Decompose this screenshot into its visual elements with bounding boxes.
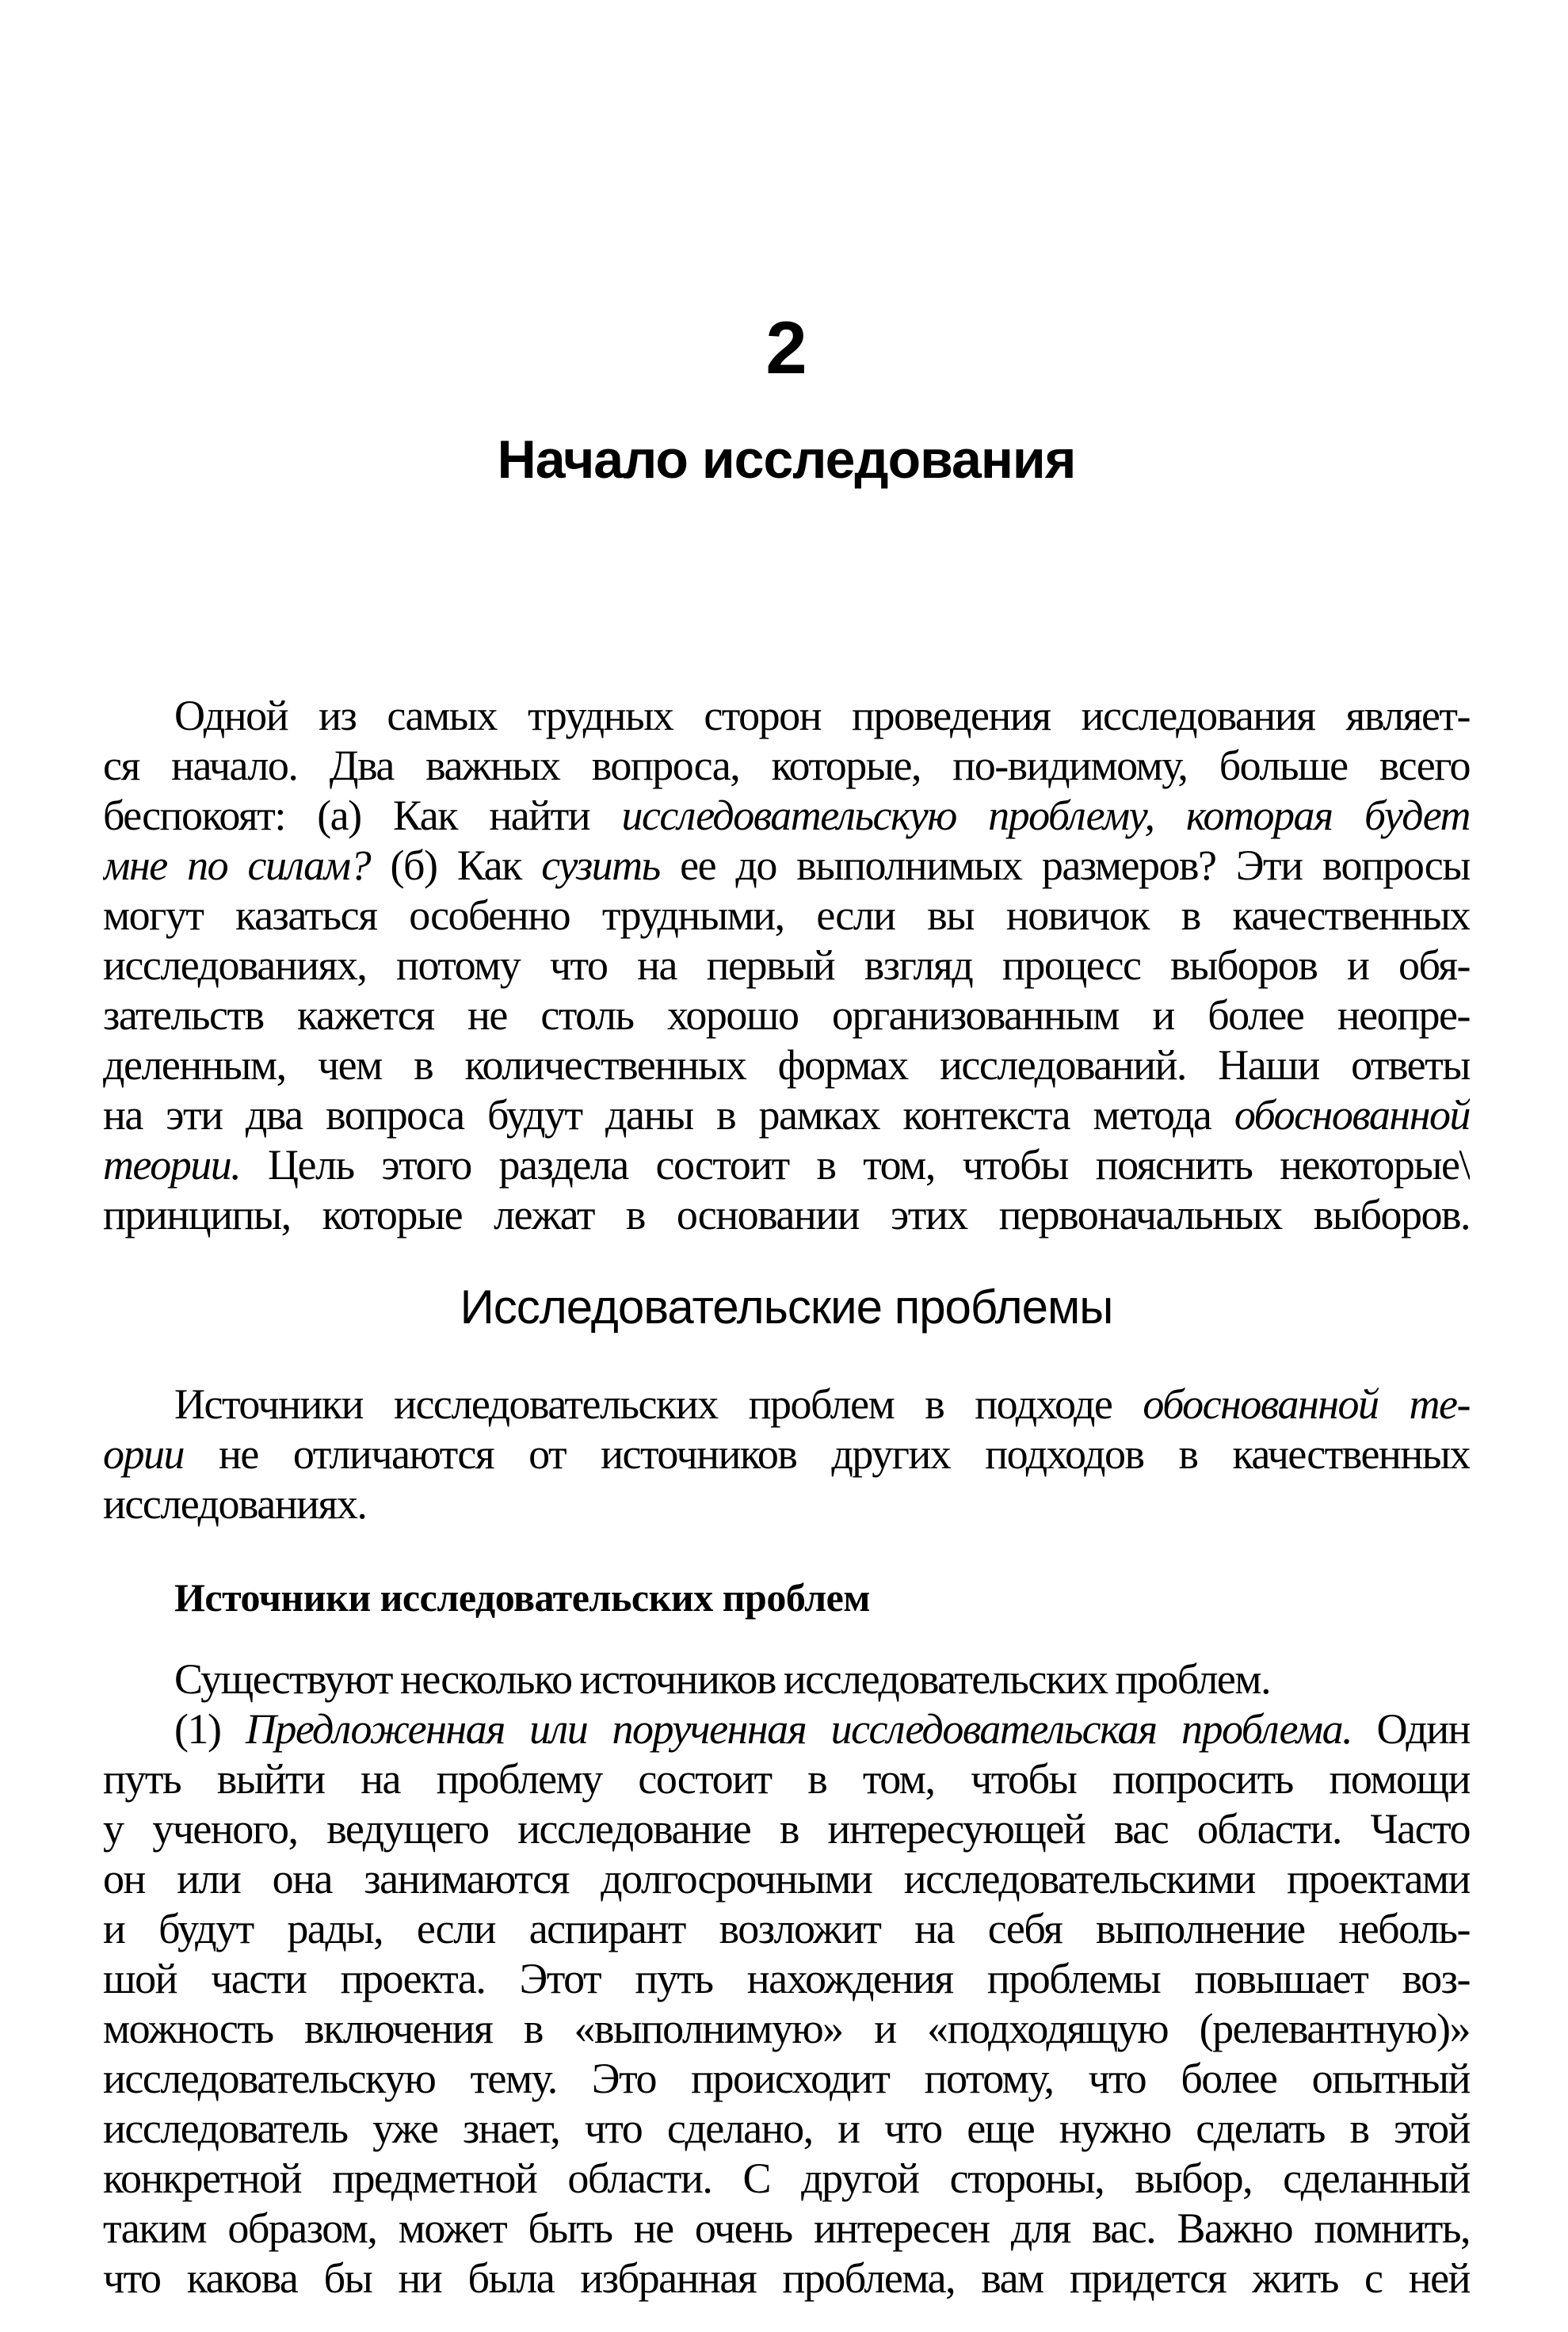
text-line <box>103 2004 1470 2054</box>
text-segment: шой части проекта. Этот путь нахождения проблемы повышает воз- <box>103 1955 1470 2002</box>
text-line <box>103 2204 1470 2254</box>
text-segment: ся начало. Два важных вопроса, которые, по-видимому, больше всего <box>103 742 1470 789</box>
text-segment: и будут рады, если аспирант возложит на себя выполнение неболь- <box>103 1905 1470 1952</box>
text-line <box>103 1040 1470 1090</box>
text-segment: Один <box>1352 1705 1470 1753</box>
text-segment-italic: обоснованной <box>1234 1091 1470 1139</box>
text-segment: (б) Как <box>370 842 542 889</box>
paragraph-sources-intro <box>103 1380 1470 1529</box>
paragraph-sources-list <box>103 1655 1470 2303</box>
text-segment: не отличаются от источников других подходов в качественных <box>184 1430 1470 1478</box>
text-segment: деленным, чем в количественных формах исследований. Наши ответы <box>103 1041 1470 1089</box>
text-segment: Источники исследовательских проблем в подходе <box>174 1380 1143 1428</box>
text-line <box>103 891 1470 941</box>
text-line <box>103 2254 1470 2303</box>
text-segment-italic: обоснованной те- <box>1143 1380 1470 1428</box>
text-line <box>103 990 1470 1040</box>
subsection-heading: Источники исследовательских проблем <box>174 1575 870 1620</box>
text-line <box>103 1429 1470 1479</box>
text-line <box>103 1190 1470 1240</box>
text-segment-italic: мне по силам? <box>103 842 371 889</box>
text-segment: таким образом, может быть не очень интересен для вас. Важно помнить, <box>103 2204 1470 2252</box>
text-segment: исследователь уже знает, что сделано, и что еще нужно сделать в этой <box>103 2105 1470 2152</box>
chapter-number: 2 <box>765 306 807 389</box>
text-segment: исследовательскую тему. Это происходит потому, что более опытный <box>103 2055 1470 2102</box>
text-line <box>103 1854 1470 1904</box>
text-line <box>103 1804 1470 1854</box>
text-segment: принципы, которые лежат в основании этих первоначальных выборов. <box>103 1191 1470 1239</box>
text-line <box>103 2054 1470 2104</box>
text-line <box>103 791 1470 841</box>
text-line <box>103 941 1470 990</box>
text-segment: у ученого, ведущего исследование в интересующей вас области. Часто <box>103 1805 1470 1853</box>
text-segment: что какова бы ни была избранная проблема, вам придется жить с ней <box>103 2254 1470 2302</box>
text-segment-italic: ории <box>103 1430 184 1478</box>
text-segment: беспокоят: (а) Как найти <box>103 792 622 839</box>
text-line <box>103 1380 1470 1429</box>
text-segment: исследованиях. <box>103 1480 367 1528</box>
text-line <box>103 1655 1470 1704</box>
text-line <box>103 1954 1470 2004</box>
text-segment: на эти два вопроса будут даны в рамках контекста метода <box>103 1091 1234 1139</box>
text-line <box>103 741 1470 791</box>
text-line <box>103 1140 1470 1190</box>
text-segment: Одной из самых трудных сторон проведения исследования являет- <box>174 692 1470 739</box>
chapter-title: Начало исследования <box>497 429 1076 490</box>
paragraph-intro <box>103 691 1470 1240</box>
text-segment: путь выйти на проблему состоит в том, чтобы попросить помощи <box>103 1755 1470 1803</box>
text-segment: Существуют несколько источников исследовательских проблем. <box>174 1655 1271 1703</box>
text-line <box>103 1754 1470 1804</box>
text-segment: можность включения в «выполнимую» и «подходящую (релевантную)» <box>103 2005 1470 2052</box>
text-segment-italic: теории. <box>103 1141 241 1189</box>
text-segment-italic: сузить <box>541 842 660 889</box>
text-segment: он или она занимаются долгосрочными исследовательскими проектами <box>103 1855 1470 1903</box>
text-line <box>103 2104 1470 2154</box>
text-segment-italic: исследовательскую проблему, которая будет <box>621 792 1470 839</box>
text-line <box>103 1090 1470 1140</box>
text-segment: исследованиях, потому что на первый взгляд процесс выборов и обя- <box>103 941 1470 989</box>
text-segment: зательств кажется не столь хорошо организованным и более неопре- <box>103 991 1470 1039</box>
text-segment: конкретной предметной области. С другой стороны, выбор, сделанный <box>103 2155 1470 2202</box>
text-line <box>103 1904 1470 1954</box>
text-segment: ее до выполнимых размеров? Эти вопросы <box>659 842 1470 889</box>
text-segment-italic: Предложенная или порученная исследовательская проблема. <box>245 1705 1352 1753</box>
section-heading: Исследовательские проблемы <box>460 1281 1113 1334</box>
text-line <box>103 841 1470 891</box>
text-segment: могут казаться особенно трудными, если вы новичок в качественных <box>103 891 1470 939</box>
text-line <box>103 691 1470 741</box>
text-line <box>103 1479 1470 1529</box>
text-segment: (1) <box>174 1705 246 1753</box>
text-line <box>103 2154 1470 2204</box>
text-segment: Цель этого раздела состоит в том, чтобы пояснить некоторые\ <box>240 1141 1470 1189</box>
text-line <box>103 1704 1470 1754</box>
